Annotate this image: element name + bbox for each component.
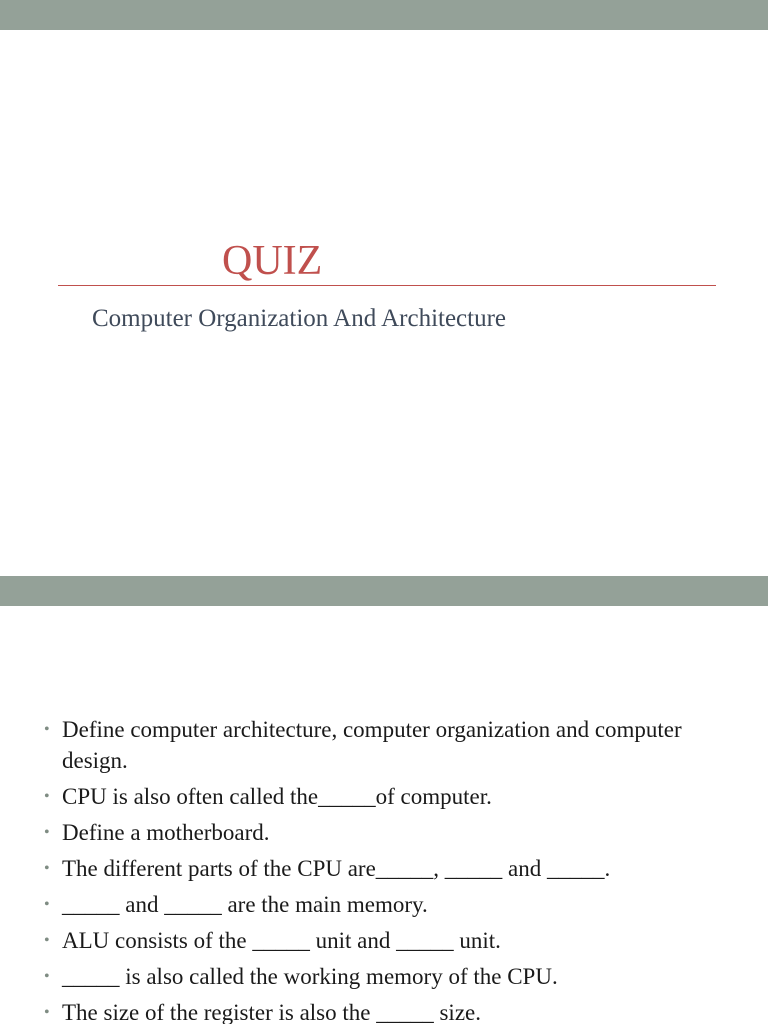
slide-subtitle: Computer Organization And Architecture — [92, 305, 507, 332]
question-text: _____ and _____ are the main memory. — [62, 892, 428, 917]
list-item — [42, 961, 722, 992]
list-item — [42, 997, 722, 1024]
bullet-icon: • — [44, 721, 50, 738]
list-item — [42, 853, 722, 884]
question-text: _____ is also called the working memory of the CPU. — [62, 964, 558, 989]
bullet-icon: • — [44, 1004, 50, 1021]
list-item — [42, 889, 722, 920]
question-text: ALU consists of the _____ unit and _____ unit. — [62, 928, 501, 953]
quiz-question-list — [42, 714, 722, 1024]
question-text: Define computer architecture, computer organization and computer design. — [62, 717, 688, 773]
question-text: The different parts of the CPU are_____, _____ and _____. — [62, 856, 611, 881]
list-item — [42, 714, 722, 776]
slide-title: QUIZ — [222, 238, 323, 284]
list-item — [42, 925, 722, 956]
question-text: Define a motherboard. — [62, 820, 270, 845]
list-item — [42, 781, 722, 812]
bullet-icon: • — [44, 896, 50, 913]
question-text: The size of the register is also the _____ size. — [62, 1000, 481, 1024]
bullet-icon: • — [44, 824, 50, 841]
top-accent-band — [0, 0, 768, 30]
bullet-icon: • — [44, 968, 50, 985]
bullet-icon: • — [44, 788, 50, 805]
title-underline — [58, 285, 716, 286]
bullet-icon: • — [44, 932, 50, 949]
question-text: CPU is also often called the_____of computer. — [62, 784, 492, 809]
bullet-icon: • — [44, 860, 50, 877]
list-item — [42, 817, 722, 848]
slide-divider-band — [0, 576, 768, 606]
